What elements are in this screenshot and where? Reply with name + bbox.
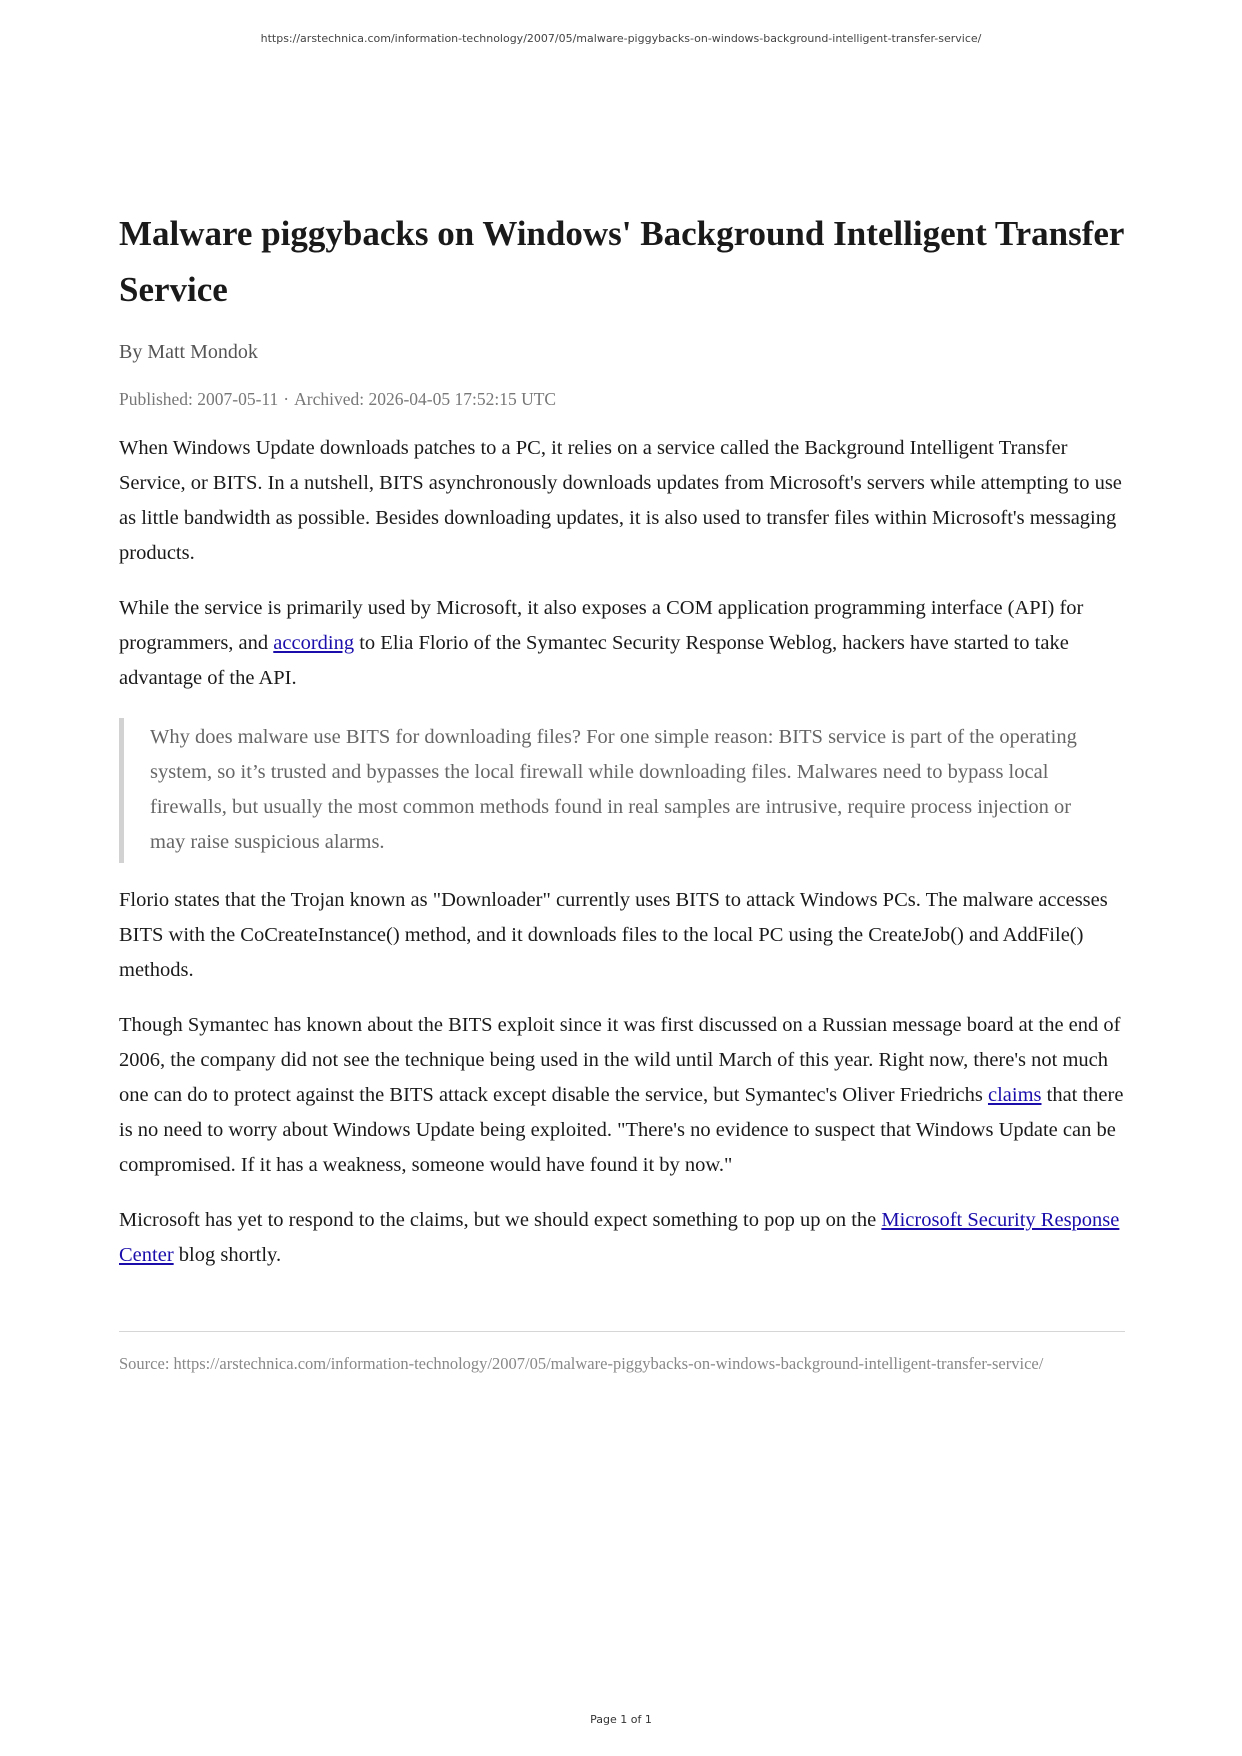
source-line: Source: https://arstechnica.com/information-technology/2007/05/malware-piggybacks-on-windows-background-intelligent-transfer-service/ <box>119 1354 1044 1373</box>
divider <box>119 1331 1125 1332</box>
article-byline: By Matt Mondok <box>119 341 258 363</box>
page-header-url: https://arstechnica.com/information-technology/2007/05/malware-piggybacks-on-windows-background-intelligent-transfer-service/ <box>260 32 982 45</box>
article <box>119 206 1125 1376</box>
paragraph-5: Microsoft has yet to respond to the claims, but we should expect something to pop up on the Microsoft Security Response Center blog shortly. <box>119 1209 1120 1266</box>
published-date: Published: 2007-05-11 <box>119 389 279 409</box>
article-title: Malware piggybacks on Windows' Background Intelligent Transfer Service <box>119 214 1124 309</box>
msrc-link[interactable]: Microsoft Security Response Center <box>119 1209 1120 1266</box>
blockquote: Why does malware use BITS for downloading files? For one simple reason: BITS service is part of the operating system, so it’s trusted and bypasses the local firewall while downloading files. Malwares need to bypass local firewalls, but usually the most common methods found in real samples are intrusive, require process injection or may raise suspicious alarms. <box>119 718 1125 863</box>
archived-date: Archived: 2026-04-05 17:52:15 UTC <box>294 389 557 409</box>
page-number: Page 1 of 1 <box>590 1713 652 1726</box>
meta-separator: · <box>283 389 290 409</box>
paragraph-2: While the service is primarily used by Microsoft, it also exposes a COM application programming interface (API) for programmers, and according to Elia Florio of the Symantec Security Response Weblog, hackers have started to take advantage of the API. <box>119 597 1084 689</box>
article-meta <box>119 387 1125 411</box>
paragraph-1: When Windows Update downloads patches to a PC, it relies on a service called the Background Intelligent Transfer Service, or BITS. In a nutshell, BITS asynchronously downloads updates from Microsoft's servers while attempting to use as little bandwidth as possible. Besides downloading updates, it is also used to transfer files within Microsoft's messaging products. <box>119 437 1122 564</box>
according-link[interactable]: according <box>273 632 355 654</box>
claims-link[interactable]: claims <box>987 1084 1042 1106</box>
paragraph-4: Though Symantec has known about the BITS exploit since it was first discussed on a Russian message board at the end of 2006, the company did not see the technique being used in the wild until March of this year. Right now, there's not much one can do to protect against the BITS attack except disable the service, but Symantec's Oliver Friedrichs claims that there is no need to worry about Windows Update being exploited. "There's no evidence to suspect that Windows Update can be compromised. If it has a weakness, someone would have found it by now." <box>119 1014 1124 1176</box>
paragraph-3: Florio states that the Trojan known as "Downloader" currently uses BITS to attack Windows PCs. The malware accesses BITS with the CoCreateInstance() method, and it downloads files to the local PC using the CreateJob() and AddFile() methods. <box>119 889 1108 981</box>
